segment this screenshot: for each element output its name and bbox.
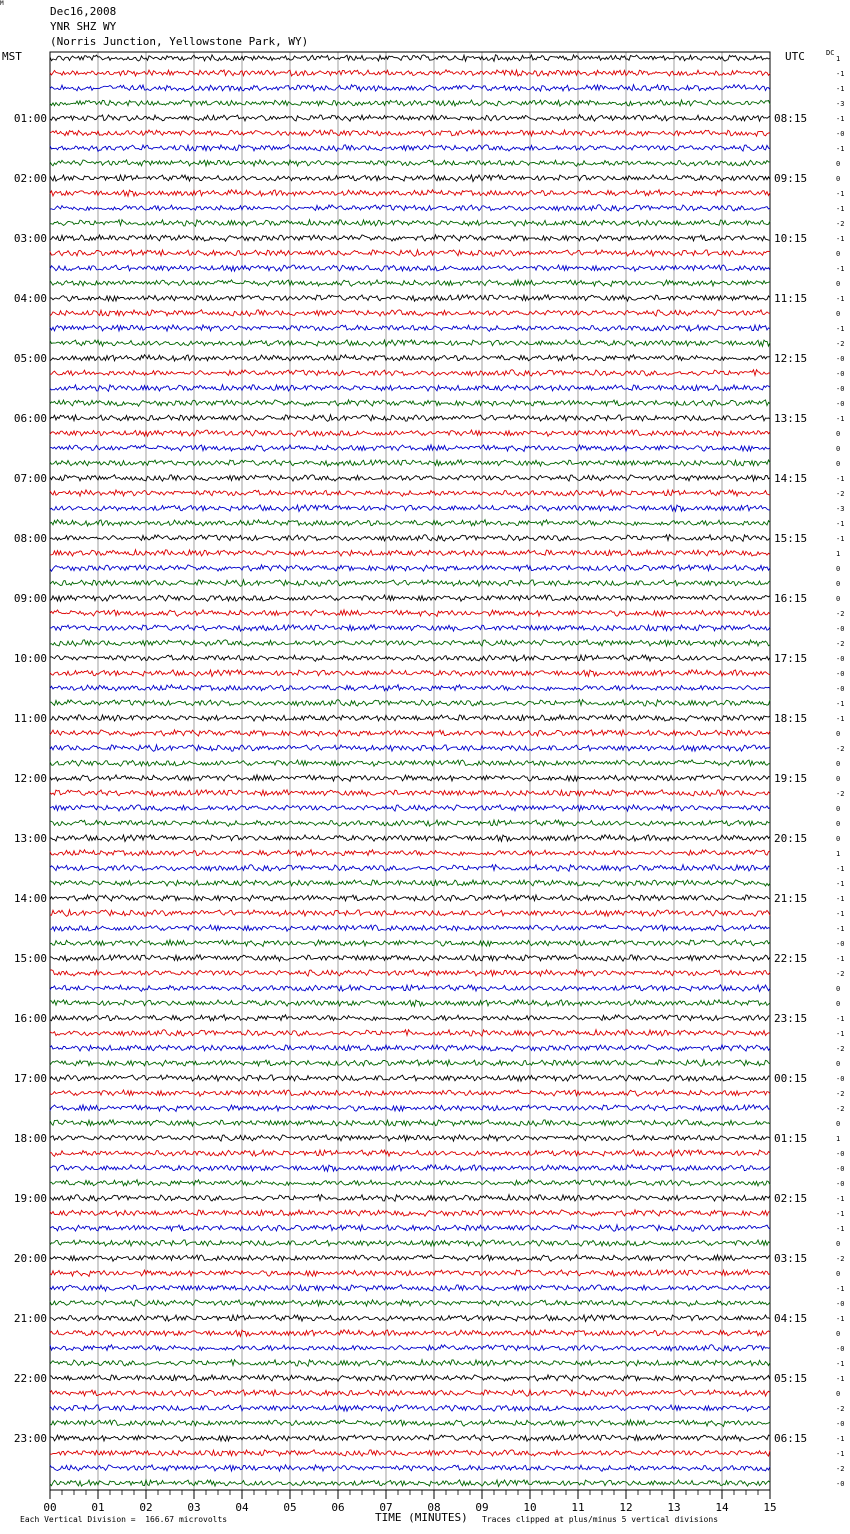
left-hour-label: 16:00: [13, 1012, 47, 1025]
dc-offset-value: -0: [836, 670, 845, 678]
trace-row: [50, 130, 770, 136]
x-tick-label: 14: [715, 1501, 729, 1514]
trace-row: [50, 1195, 770, 1202]
trace-row: [50, 1150, 770, 1157]
left-hour-label: 07:00: [13, 472, 47, 485]
trace-row: [50, 100, 770, 106]
dc-offset-value: 0: [836, 730, 841, 738]
dc-offset-value: 1: [836, 1135, 841, 1143]
left-hour-label: 19:00: [13, 1192, 47, 1205]
right-hour-label: 11:15: [774, 292, 808, 305]
dc-offset-value: 0: [836, 1120, 841, 1128]
trace-row: [50, 1030, 770, 1037]
dc-offset-value: -0: [836, 625, 845, 633]
dc-offset-value: -0: [836, 1345, 845, 1353]
left-hour-label: 14:00: [13, 892, 47, 905]
trace-row: [50, 325, 770, 331]
left-hour-label: 17:00: [13, 1072, 47, 1085]
trace-row: [50, 1075, 770, 1081]
dc-offset-value: -1: [836, 1360, 845, 1368]
dc-offset-value: -1: [836, 205, 845, 213]
dc-offset-value: -1: [836, 325, 845, 333]
trace-row: [50, 955, 770, 961]
left-hour-label: 23:00: [13, 1432, 47, 1445]
trace-row: [50, 505, 770, 512]
trace-row: [50, 775, 770, 782]
dc-offset-value: -2: [836, 220, 845, 228]
x-tick-label: 09: [475, 1501, 489, 1514]
dc-offset-value: -2: [836, 640, 845, 648]
x-axis-label: TIME (MINUTES): [375, 1511, 468, 1524]
right-timezone-label: UTC: [785, 50, 805, 63]
right-hour-label: 01:15: [774, 1132, 808, 1145]
dc-offset-value: 0: [836, 1060, 841, 1068]
trace-row: [50, 700, 770, 707]
dc-offset-value: -2: [836, 490, 845, 498]
trace-row: [50, 820, 770, 826]
trace-row: [50, 760, 770, 766]
trace-row: [50, 1390, 770, 1397]
dc-offset-value: 0: [836, 985, 841, 993]
trace-row: [50, 595, 770, 601]
trace-row: [50, 1090, 770, 1096]
trace-row: [50, 445, 770, 452]
x-tick-label: 13: [667, 1501, 681, 1514]
dc-offset-value: -1: [836, 85, 845, 93]
trace-row: [50, 970, 770, 976]
x-tick-label: 02: [139, 1501, 153, 1514]
trace-row: [50, 1405, 770, 1411]
trace-row: [50, 1120, 770, 1126]
trace-row: [50, 235, 770, 241]
dc-offset-value: -1: [836, 520, 845, 528]
dc-offset-value: -1: [836, 880, 845, 888]
x-tick-label: 11: [571, 1501, 585, 1514]
trace-row: [50, 1165, 770, 1172]
dc-offset-value: -1: [836, 415, 845, 423]
trace-row: [50, 145, 770, 152]
dc-offset-value: 0: [836, 595, 841, 603]
record-date: Dec16,2008: [50, 5, 117, 18]
trace-row: [50, 295, 770, 301]
dc-offset-value: -1: [836, 955, 845, 963]
left-hour-label: 10:00: [13, 652, 47, 665]
trace-row: [50, 640, 770, 646]
dc-offset-value: -2: [836, 1105, 845, 1113]
dc-offset-value: -2: [836, 1405, 845, 1413]
trace-row: [50, 745, 770, 752]
left-hour-label: 22:00: [13, 1372, 47, 1385]
dc-offset-value: -0: [836, 1300, 845, 1308]
dc-offset-value: -2: [836, 1255, 845, 1263]
trace-row: [50, 625, 770, 631]
trace-row: [50, 1435, 770, 1441]
left-hour-label: 06:00: [13, 412, 47, 425]
x-tick-label: 03: [187, 1501, 201, 1514]
dc-offset-value: 0: [836, 460, 841, 468]
left-hour-label: 11:00: [13, 712, 47, 725]
trace-row: [50, 1360, 770, 1367]
dc-offset-value: 0: [836, 565, 841, 573]
right-hour-label: 02:15: [774, 1192, 808, 1205]
left-hour-label: 21:00: [13, 1312, 47, 1325]
dc-offset-value: -1: [836, 1435, 845, 1443]
dc-offset-value: -0: [836, 940, 845, 948]
dc-offset-value: -0: [836, 1480, 845, 1488]
trace-row: [50, 1345, 770, 1351]
trace-row: [50, 1255, 770, 1261]
trace-row: [50, 1315, 770, 1322]
trace-row: [50, 910, 770, 917]
dc-offset-value: 0: [836, 1390, 841, 1398]
x-tick-label: 01: [91, 1501, 105, 1514]
trace-row: [50, 475, 770, 481]
trace-row: [50, 220, 770, 227]
trace-row: [50, 1045, 770, 1051]
trace-row: [50, 655, 770, 661]
dc-offset-value: 0: [836, 835, 841, 843]
right-hour-label: 09:15: [774, 172, 808, 185]
trace-row: [50, 1480, 770, 1487]
dc-offset-value: -1: [836, 535, 845, 543]
x-tick-label: 00: [43, 1501, 57, 1514]
trace-row: [50, 1135, 770, 1141]
dc-offset-value: -1: [836, 115, 845, 123]
trace-row: [50, 925, 770, 931]
dc-offset-value: -1: [836, 1015, 845, 1023]
dc-offset-value: -2: [836, 970, 845, 978]
trace-row: [50, 370, 770, 376]
trace-row: [50, 610, 770, 617]
dc-offset-value: -1: [836, 145, 845, 153]
clipping-note: Traces clipped at plus/minus 5 vertical divisions: [482, 1515, 719, 1524]
trace-row: [50, 1285, 770, 1291]
dc-offset-value: -1: [836, 475, 845, 483]
trace-row: [50, 265, 770, 271]
dc-offset-value: 0: [836, 805, 841, 813]
trace-row: [50, 805, 770, 811]
dc-offset-value: 1: [836, 550, 841, 558]
dc-offset-value: -1: [836, 1210, 845, 1218]
right-hour-label: 04:15: [774, 1312, 808, 1325]
trace-row: [50, 250, 770, 256]
x-tick-label: 08: [427, 1501, 441, 1514]
dc-offset-value: -0: [836, 130, 845, 138]
dc-offset-value: 0: [836, 1270, 841, 1278]
dc-offset-value: -0: [836, 1075, 845, 1083]
right-hour-label: 16:15: [774, 592, 808, 605]
right-hour-label: 21:15: [774, 892, 808, 905]
dc-offset-value: -1: [836, 1195, 845, 1203]
dc-offset-value: -1: [836, 190, 845, 198]
dc-offset-value: 0: [836, 1000, 841, 1008]
dc-offset-value: -2: [836, 1465, 845, 1473]
trace-row: [50, 1180, 770, 1186]
trace-row: [50, 835, 770, 842]
trace-row: [50, 85, 770, 92]
trace-row: [50, 1000, 770, 1007]
dc-offset-value: 0: [836, 310, 841, 318]
dc-offset-value: -0: [836, 400, 845, 408]
left-hour-label: 15:00: [13, 952, 47, 965]
vertical-division-note: Each Vertical Division = 166.67 microvolts: [20, 1515, 228, 1524]
trace-row: [50, 1330, 770, 1337]
dc-offset-value: -1: [836, 1375, 845, 1383]
dc-offset-value: -0: [836, 1180, 845, 1188]
dc-offset-value: -3: [836, 100, 845, 108]
trace-row: [50, 70, 770, 76]
right-hour-label: 12:15: [774, 352, 808, 365]
right-hour-label: 14:15: [774, 472, 808, 485]
x-tick-label: 10: [523, 1501, 537, 1514]
dc-offset-value: -3: [836, 505, 845, 513]
dc-offset-value: -2: [836, 1045, 845, 1053]
trace-row: [50, 790, 770, 796]
dc-offset-value: 0: [836, 160, 841, 168]
trace-row: [50, 430, 770, 436]
left-hour-label: 02:00: [13, 172, 47, 185]
left-hour-label: 04:00: [13, 292, 47, 305]
trace-row: [50, 730, 770, 736]
left-hour-label: 12:00: [13, 772, 47, 785]
trace-row: [50, 895, 770, 901]
dc-offset-value: 0: [836, 250, 841, 258]
dc-offset-value: -2: [836, 340, 845, 348]
trace-row: [50, 400, 770, 406]
dc-offset-value: -1: [836, 265, 845, 273]
trace-row: [50, 415, 770, 422]
trace-row: [50, 115, 770, 122]
right-hour-label: 23:15: [774, 1012, 808, 1025]
x-tick-label: 06: [331, 1501, 345, 1514]
station-location: (Norris Junction, Yellowstone Park, WY): [50, 35, 309, 48]
dc-offset-value: -1: [836, 235, 845, 243]
left-timezone-label: MST: [2, 50, 22, 63]
trace-row: [50, 565, 770, 571]
dc-offset-value: -1: [836, 925, 845, 933]
left-hour-label: 01:00: [13, 112, 47, 125]
trace-row: [50, 385, 770, 392]
trace-row: [50, 865, 770, 872]
dc-offset-value: -1: [836, 1225, 845, 1233]
trace-row: [50, 1060, 770, 1067]
dc-offset-value: 0: [836, 760, 841, 768]
dc-offset-value: -0: [836, 370, 845, 378]
right-hour-label: 18:15: [774, 712, 808, 725]
dc-offset-value: -0: [836, 385, 845, 393]
right-hour-label: 06:15: [774, 1432, 808, 1445]
dc-offset-value: 0: [836, 775, 841, 783]
dc-offset-value: -0: [836, 355, 845, 363]
left-hour-label: 05:00: [13, 352, 47, 365]
trace-row: [50, 1375, 770, 1381]
dc-offset-value: -0: [836, 685, 845, 693]
dc-offset-value: -0: [836, 1150, 845, 1158]
trace-row: [50, 160, 770, 166]
x-tick-label: 15: [763, 1501, 777, 1514]
trace-row: [50, 1015, 770, 1021]
dc-offset-value: 0: [836, 1330, 841, 1338]
trace-row: [50, 1240, 770, 1246]
dc-offset-value: -1: [836, 865, 845, 873]
right-hour-label: 20:15: [774, 832, 808, 845]
trace-row: [50, 985, 770, 992]
trace-row: [50, 520, 770, 526]
trace-row: [50, 175, 770, 182]
dc-offset-value: 0: [836, 1240, 841, 1248]
right-hour-label: 13:15: [774, 412, 808, 425]
left-hour-label: 08:00: [13, 532, 47, 545]
trace-row: [50, 460, 770, 466]
trace-row: [50, 190, 770, 197]
dc-offset-value: -1: [836, 1315, 845, 1323]
dc-offset-value: -0: [836, 1165, 845, 1173]
trace-row: [50, 1210, 770, 1216]
dc-offset-value: 0: [836, 445, 841, 453]
right-hour-label: 03:15: [774, 1252, 808, 1265]
trace-row: [50, 355, 770, 361]
dc-offset-value: -2: [836, 745, 845, 753]
right-hour-label: 08:15: [774, 112, 808, 125]
trace-row: [50, 205, 770, 211]
dc-offset-value: 0: [836, 175, 841, 183]
dc-offset-value: -1: [836, 295, 845, 303]
dc-offset-value: -1: [836, 910, 845, 918]
trace-row: [50, 1270, 770, 1277]
dc-offset-value: -2: [836, 610, 845, 618]
trace-row: [50, 280, 770, 287]
trace-row: [50, 490, 770, 496]
right-hour-label: 15:15: [774, 532, 808, 545]
dc-offset-value: -1: [836, 1285, 845, 1293]
right-hour-label: 17:15: [774, 652, 808, 665]
trace-row: [50, 1300, 770, 1306]
trace-row: [50, 880, 770, 886]
station-code: YNR SHZ WY: [50, 20, 117, 33]
trace-row: [50, 580, 770, 587]
trace-row: [50, 1450, 770, 1456]
trace-row: [50, 550, 770, 556]
right-hour-label: 05:15: [774, 1372, 808, 1385]
trace-row: [50, 1105, 770, 1112]
footer-mark: M: [0, 0, 4, 7]
trace-row: [50, 55, 770, 61]
left-hour-label: 03:00: [13, 232, 47, 245]
trace-row: [50, 670, 770, 677]
trace-row: [50, 340, 770, 347]
dc-offset-value: -1: [836, 70, 845, 78]
trace-row: [50, 715, 770, 721]
right-hour-label: 22:15: [774, 952, 808, 965]
dc-offset-value: -1: [836, 1450, 845, 1458]
right-hour-label: 19:15: [774, 772, 808, 785]
dc-offset-value: -2: [836, 1090, 845, 1098]
trace-row: [50, 310, 770, 316]
dc-offset-value: -1: [836, 895, 845, 903]
trace-row: [50, 1420, 770, 1427]
right-hour-label: 00:15: [774, 1072, 808, 1085]
trace-row: [50, 850, 770, 856]
trace-row: [50, 685, 770, 691]
x-tick-label: 04: [235, 1501, 249, 1514]
x-tick-label: 07: [379, 1501, 393, 1514]
right-hour-label: 10:15: [774, 232, 808, 245]
dc-offset-value: -0: [836, 655, 845, 663]
trace-row: [50, 1225, 770, 1232]
dc-offset-header: DC: [826, 49, 835, 57]
trace-row: [50, 535, 770, 542]
dc-offset-value: -1: [836, 715, 845, 723]
dc-offset-value: 1: [836, 850, 841, 858]
dc-offset-value: 0: [836, 430, 841, 438]
x-tick-label: 12: [619, 1501, 633, 1514]
dc-offset-value: 0: [836, 820, 841, 828]
dc-offset-value: -2: [836, 790, 845, 798]
trace-row: [50, 1465, 770, 1471]
left-hour-label: 20:00: [13, 1252, 47, 1265]
left-hour-label: 13:00: [13, 832, 47, 845]
dc-offset-value: -0: [836, 1420, 845, 1428]
left-hour-label: 09:00: [13, 592, 47, 605]
dc-offset-value: 0: [836, 580, 841, 588]
dc-offset-value: -1: [836, 700, 845, 708]
trace-row: [50, 940, 770, 947]
x-tick-label: 05: [283, 1501, 297, 1514]
dc-offset-value: 1: [836, 55, 841, 63]
dc-offset-value: 0: [836, 280, 841, 288]
dc-offset-value: -1: [836, 1030, 845, 1038]
left-hour-label: 18:00: [13, 1132, 47, 1145]
